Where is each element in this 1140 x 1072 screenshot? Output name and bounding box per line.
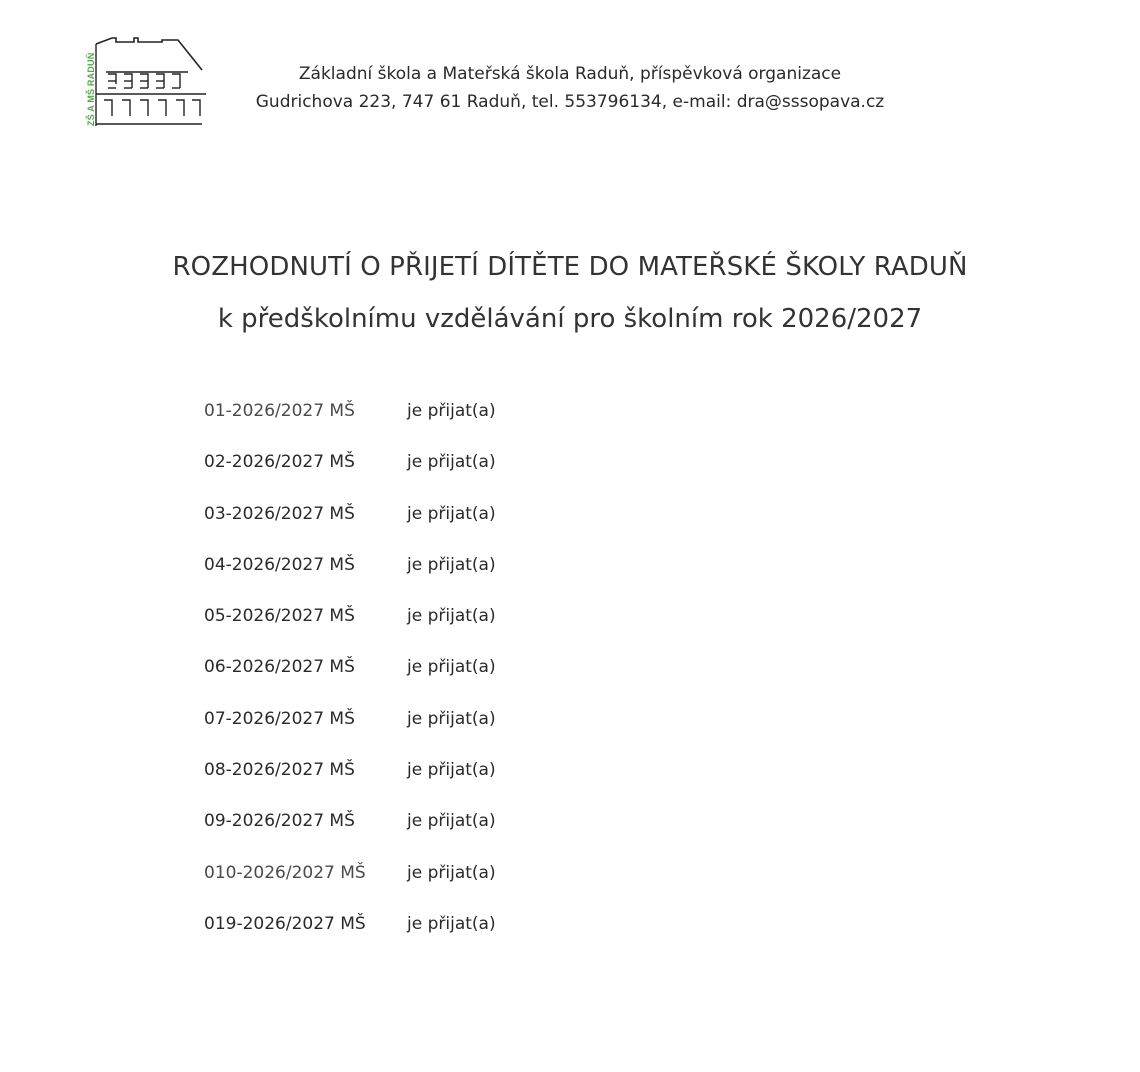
list-item — [204, 555, 704, 606]
admission-status: je přijat(a) — [407, 401, 496, 421]
admission-status: je přijat(a) — [407, 657, 496, 678]
registration-code: 07-2026/2027 MŠ — [204, 708, 355, 729]
registration-code: 04-2026/2027 MŠ — [204, 554, 355, 575]
admission-status: je přijat(a) — [407, 708, 496, 729]
admission-status: je přijat(a) — [407, 452, 496, 473]
registration-code: 05-2026/2027 MŠ — [204, 606, 355, 627]
admission-status: je přijat(a) — [407, 554, 496, 575]
registration-code: 08-2026/2027 MŠ — [204, 760, 355, 781]
list-item — [204, 914, 704, 965]
logo-text: ZŠ A MŠ RADUŇ — [86, 52, 96, 126]
list-item — [204, 504, 704, 555]
registration-code: 01-2026/2027 MŠ — [204, 401, 355, 421]
document-subtitle: k předškolnímu vzdělávání pro školním rok 2026/2027 — [217, 304, 923, 334]
list-item — [204, 863, 704, 914]
organization-contact: Gudrichova 223, 747 61 Raduň, tel. 553796134, e-mail: dra@sssopava.cz — [255, 92, 885, 112]
admission-status: je přijat(a) — [407, 606, 496, 627]
list-item — [204, 606, 704, 657]
document-title: ROZHODNUTÍ O PŘIJETÍ DÍTĚTE DO MATEŘSKÉ ŠKOLY RADUŇ — [172, 252, 968, 282]
list-item — [204, 760, 704, 811]
admission-status: je přijat(a) — [407, 913, 496, 934]
registration-code: 019-2026/2027 MŠ — [204, 913, 366, 934]
registration-code: 02-2026/2027 MŠ — [204, 452, 355, 473]
list-item — [204, 452, 704, 503]
letterhead — [210, 60, 930, 116]
registration-code: 06-2026/2027 MŠ — [204, 657, 355, 678]
registration-code: 03-2026/2027 MŠ — [204, 503, 355, 524]
admission-status: je přijat(a) — [407, 862, 496, 883]
admission-status: je přijat(a) — [407, 503, 496, 524]
registration-code: 010-2026/2027 MŠ — [204, 862, 366, 883]
list-item — [204, 709, 704, 760]
decision-list — [204, 401, 704, 965]
admission-status: je přijat(a) — [407, 811, 496, 832]
organization-name: Základní škola a Mateřská škola Raduň, příspěvková organizace — [298, 64, 842, 84]
list-item — [204, 811, 704, 862]
school-logo — [82, 34, 210, 130]
list-item — [204, 657, 704, 708]
registration-code: 09-2026/2027 MŠ — [204, 811, 355, 832]
admission-status: je přijat(a) — [407, 760, 496, 781]
list-item — [204, 401, 704, 452]
